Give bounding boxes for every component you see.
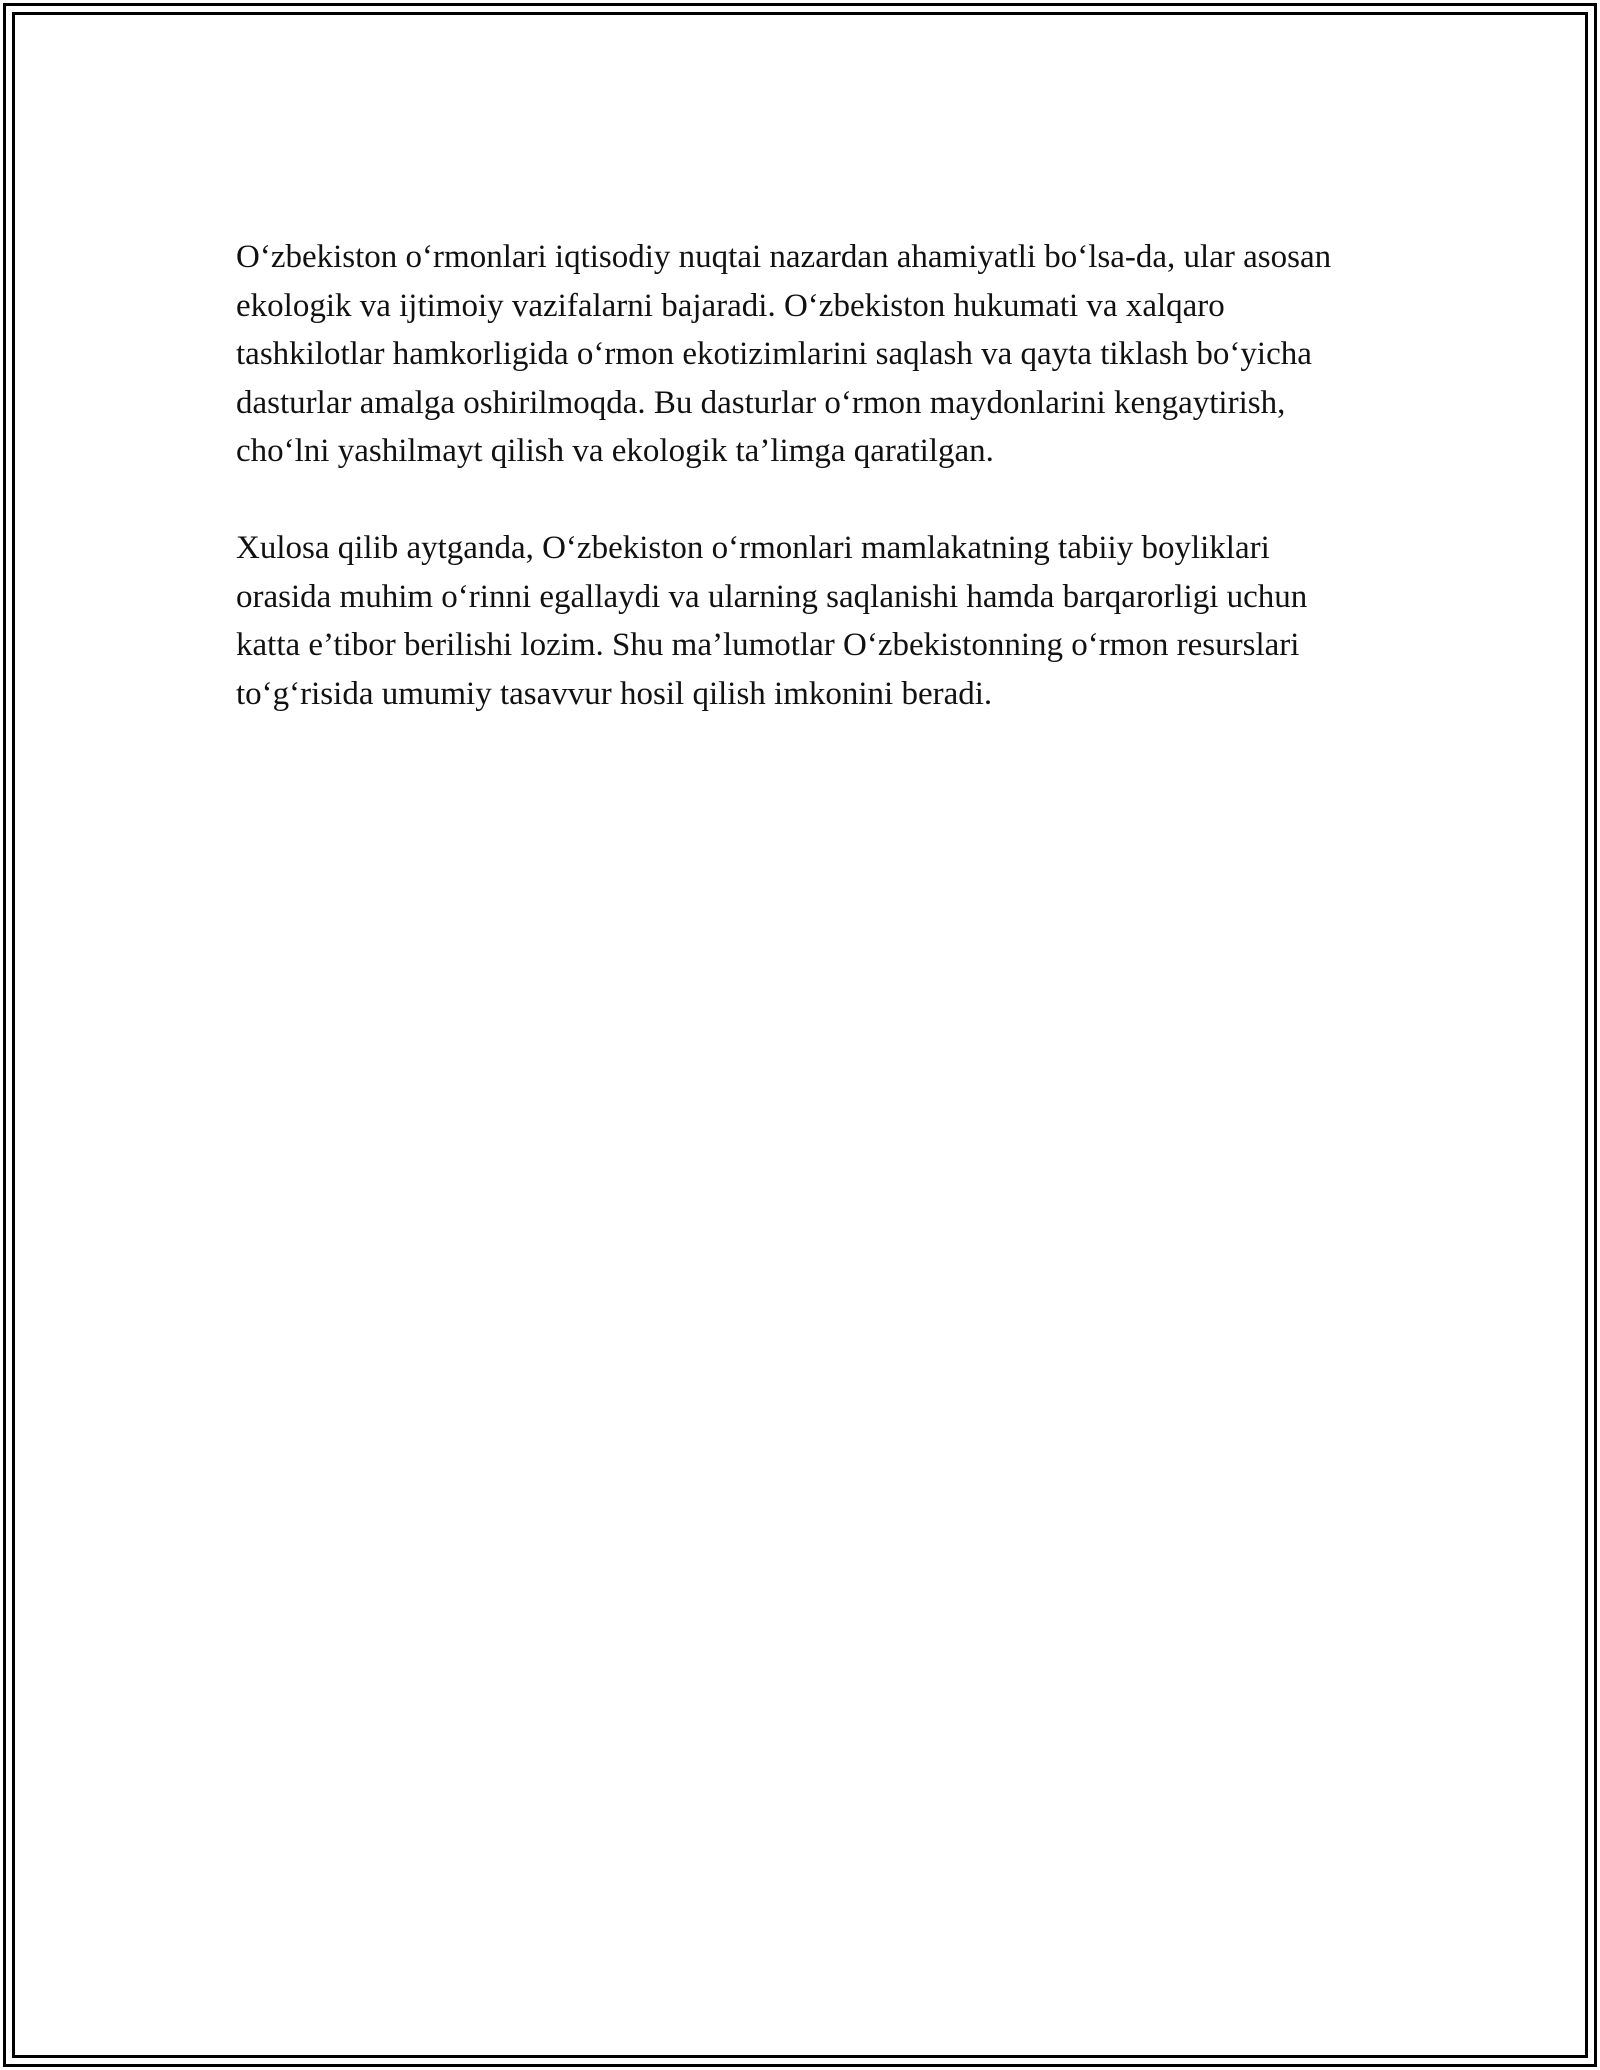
paragraph-economic-role: O‘zbekiston o‘rmonlari iqtisodiy nuqtai nazardan ahamiyatli bo‘lsa-da, ular asosan ekologik va ijtimoiy vazifalarni bajaradi. O‘zbekiston hukumati va xalqaro tashkilotlar hamkorligida o‘rmon ekotizimlarini saqlash va qayta tiklash bo‘yicha dasturlar amalga oshirilmoqda. Bu dasturlar o‘rmon maydonlarini kengaytirish, cho‘lni yashilmayt qilish va ekologik ta’limga qaratilgan.: [236, 239, 1332, 469]
paragraph-conclusion: Xulosa qilib aytganda, O‘zbekiston o‘rmonlari mamlakatning tabiiy boyliklari orasida muhim o‘rinni egallaydi va ularning saqlanishi hamda barqarorligi uchun katta e’tibor berilishi lozim. Shu ma’lumotlar O‘zbekistonning o‘rmon resurslari to‘g‘risida umumiy tasavvur hosil qilish imkonini beradi.: [236, 530, 1308, 712]
document-body: [236, 233, 1366, 767]
